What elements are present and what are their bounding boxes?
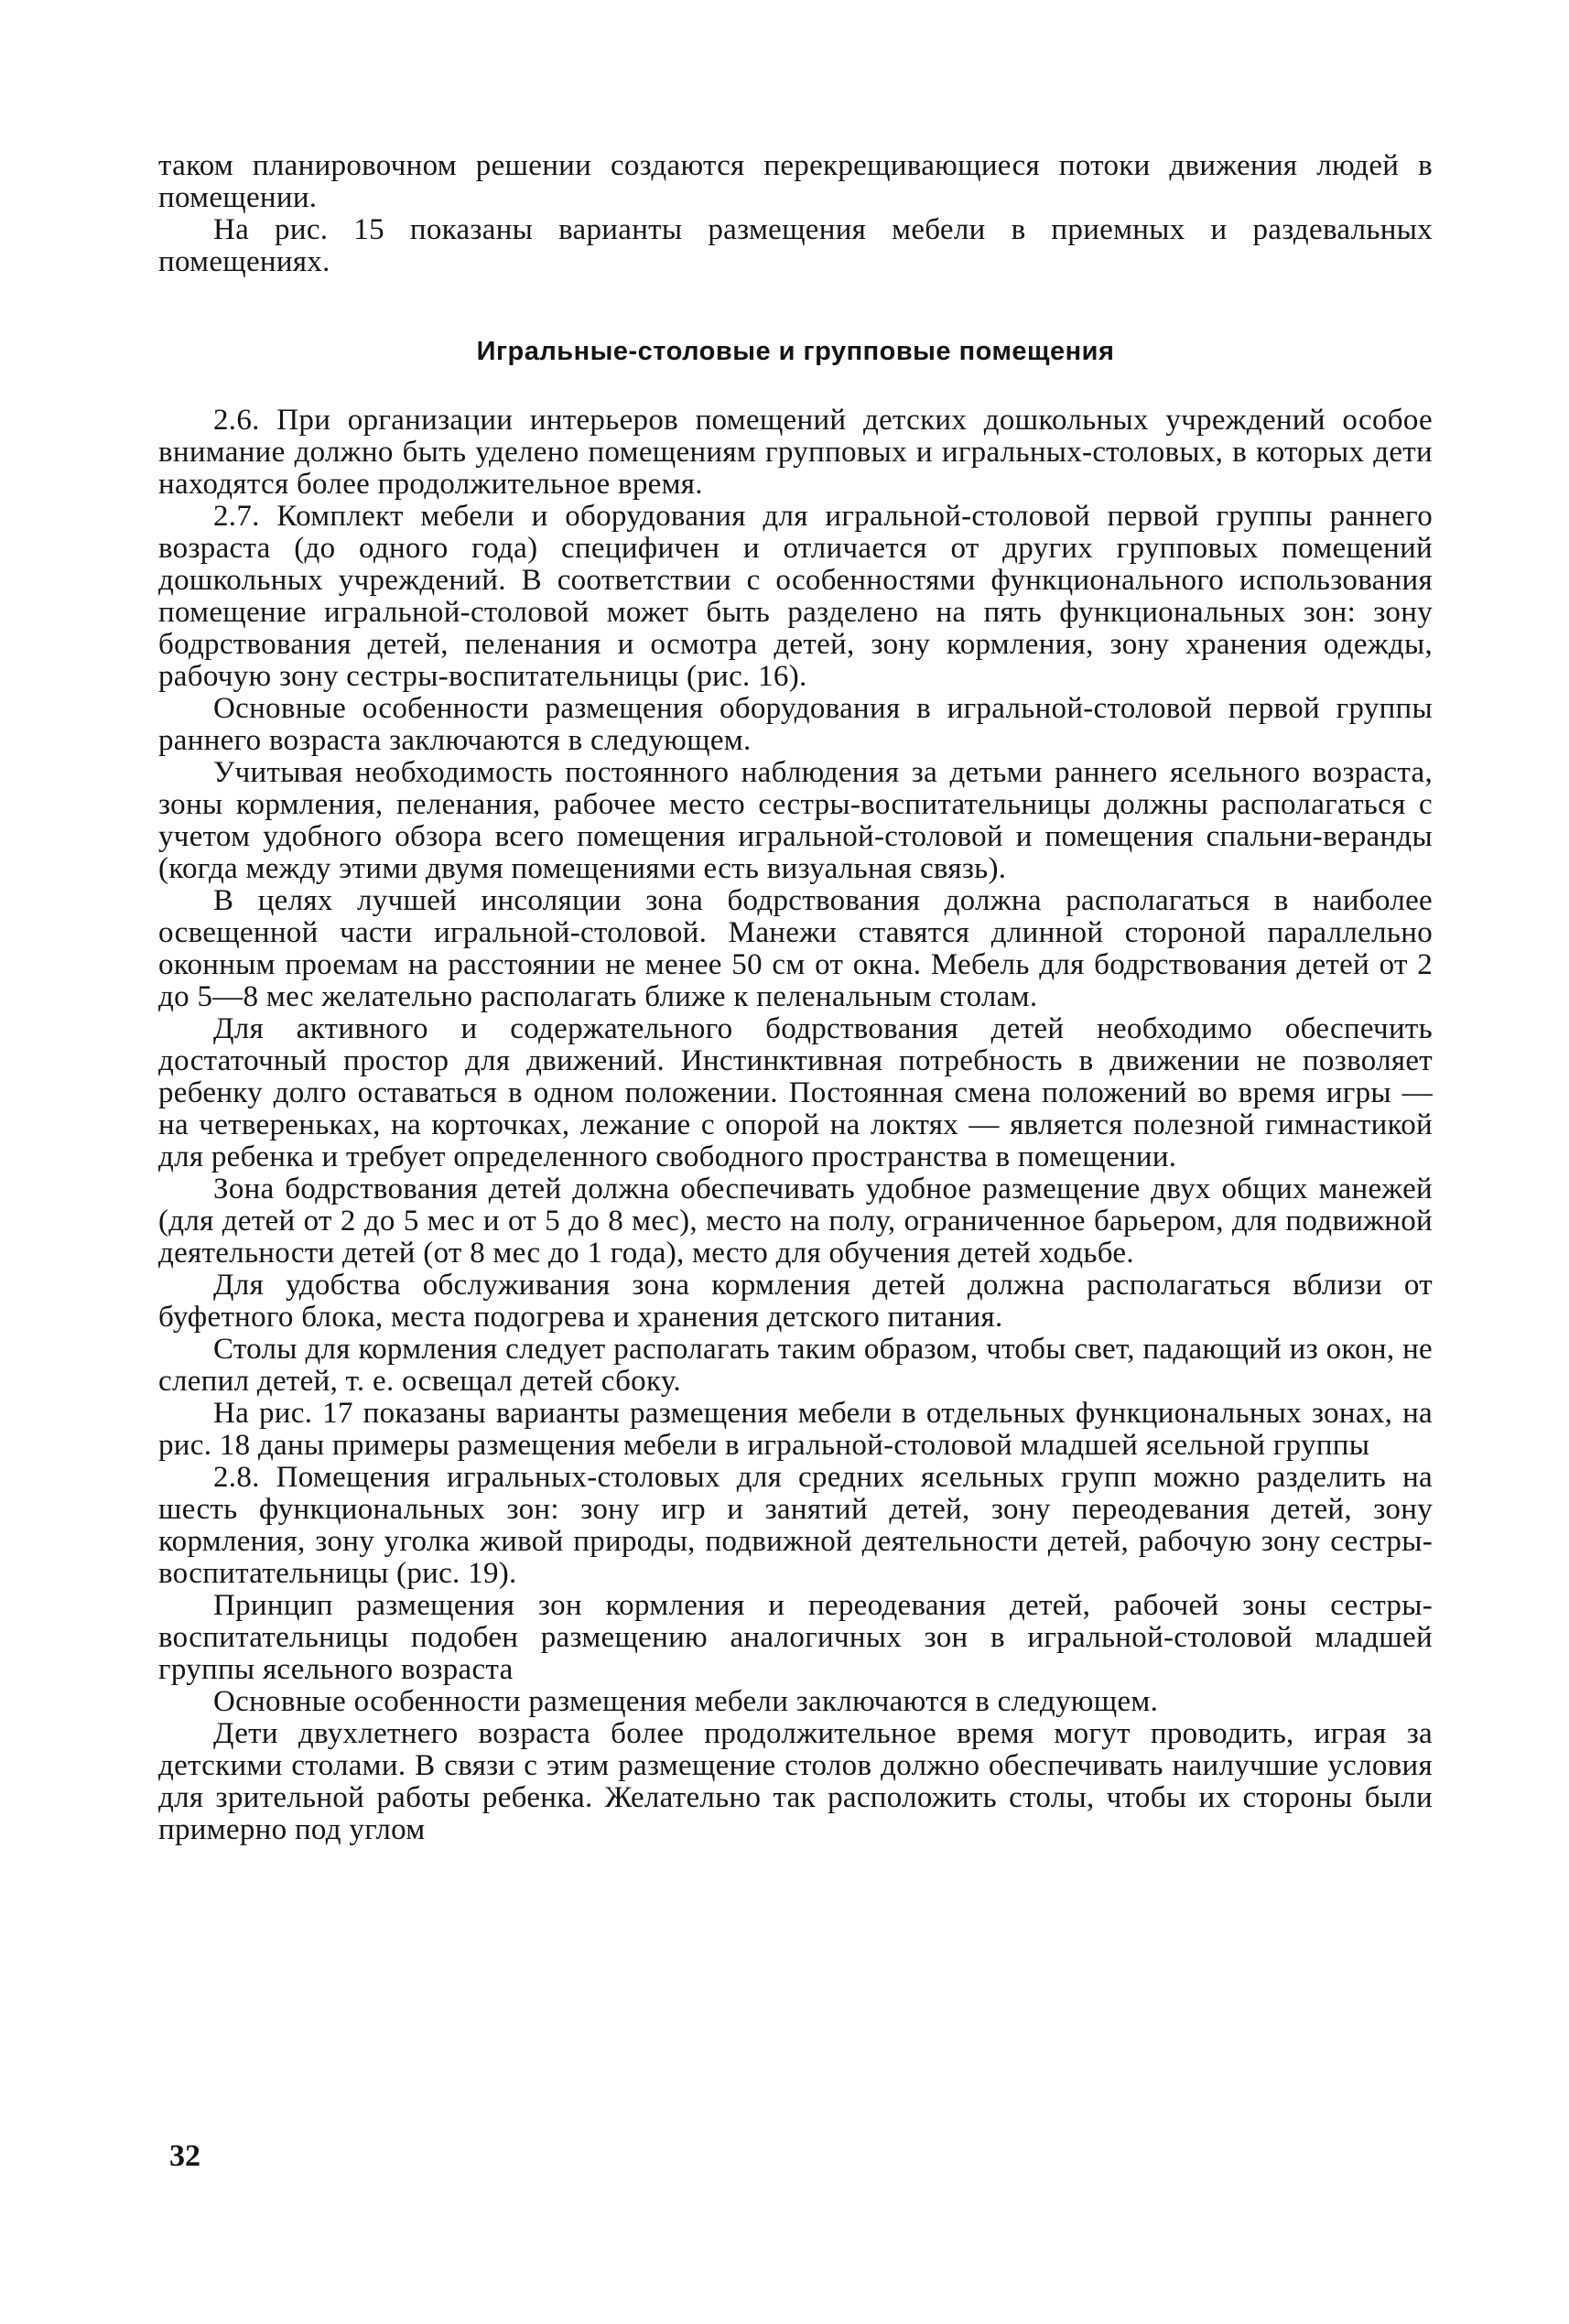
section-heading: Игральные-столовые и групповые помещения bbox=[476, 337, 1115, 366]
paragraph-insolation: В целях лучшей инсоляции зона бодрствования должна располагаться в наиболее освещенной части игральной-столовой. Манежи ставятся длинной стороной параллельно оконным проемам на расстоянии не менее 50 см от окна. Мебель для бодрствования детей от 2 до 5—8 мес желательно располагать ближе к пеленальным столам. bbox=[158, 884, 1433, 1013]
paragraph-furniture-features: Основные особенности размещения мебели заключаются в следующем. bbox=[213, 1685, 1159, 1718]
paragraph-two-year-olds: Дети двухлетнего возраста более продолжительное время могут проводить, играя за детскими столами. В связи с этим размещение столов должно обеспечивать наилучшие условия для зрительной работы ребенка. Желательно так расположить столы, чтобы их стороны были примерно под углом bbox=[158, 1717, 1433, 1846]
paragraph-principle: Принцип размещения зон кормления и переодевания детей, рабочей зоны сестры-воспитательницы подобен размещению аналогичных зон в игральной-столовой младшей группы ясельного возраста bbox=[158, 1589, 1433, 1686]
page-body bbox=[158, 150, 1433, 1846]
intro-paragraph-2: На рис. 15 показаны варианты размещения мебели в приемных и раздевальных помещениях. bbox=[158, 213, 1433, 278]
paragraph-2-6: 2.6. При организации интерьеров помещений детских дошкольных учреждений особое внимание должно быть уделено помещениям групповых и игральных-столовых, в которых дети находятся более продолжительное время. bbox=[158, 404, 1433, 501]
paragraph-2-7: 2.7. Комплект мебели и оборудования для игральной-столовой первой группы раннего возраста (до одного года) специфичен и отличается от других групповых помещений дошкольных учреждений. В соответствии с особенностями функционального использования помещение игральной-столовой может быть разделено на пять функциональных зон: зону бодрствования детей, пеленания и осмотра детей, зону кормления, зону хранения одежды, рабочую зону сестры-воспитательницы (рис. 16). bbox=[158, 500, 1433, 693]
paragraph-2-8: 2.8. Помещения игральных-столовых для средних ясельных групп можно разделить на шесть функциональных зон: зону игр и занятий детей, зону переодевания детей, зону кормления, зону уголка живой природы, подвижной деятельности детей, рабочую зону сестры-воспитательницы (рис. 19). bbox=[158, 1461, 1433, 1590]
intro-paragraph-1: таком планировочном решении создаются перекрещивающиеся потоки движения людей в помещении. bbox=[158, 149, 1433, 214]
paragraph-feeding-tables: Столы для кормления следует располагать таким образом, чтобы свет, падающий из окон, не слепил детей, т. е. освещал детей сбоку. bbox=[158, 1333, 1433, 1398]
paragraph-observation: Учитывая необходимость постоянного наблюдения за детьми раннего ясельного возраста, зоны кормления, пеленания, рабочее место сестры-воспитательницы должны располагаться с учетом удобного обзора всего помещения игральной-столовой и помещения спальни-веранды (когда между этими двумя помещениями есть визуальная связь). bbox=[158, 756, 1433, 885]
paragraph-active-wakefulness: Для активного и содержательного бодрствования детей необходимо обеспечить достаточный простор для движений. Инстинктивная потребность в движении не позволяет ребенку долго оставаться в одном положении. Постоянная смена положений во время игры — на четвереньках, на корточках, лежание с опорой на локтях — является полезной гимнастикой для ребенка и требует определенного свободного пространства в помещении. bbox=[158, 1012, 1433, 1173]
paragraph-wakefulness-zone: Зона бодрствования детей должна обеспечивать удобное размещение двух общих манежей (для детей от 2 до 5 мес и от 5 до 8 мес), место на полу, ограниченное барьером, для подвижной деятельности детей (от 8 мес до 1 года), место для обучения детей ходьбе. bbox=[158, 1173, 1433, 1270]
paragraph-feeding-zone: Для удобства обслуживания зона кормления детей должна располагаться вблизи от буфетного блока, места подогрева и хранения детского питания. bbox=[158, 1269, 1433, 1334]
paragraph-figures-17-18: На рис. 17 показаны варианты размещения мебели в отдельных функциональных зонах, на рис. 18 даны примеры размещения мебели в игральной-столовой младшей ясельной группы bbox=[158, 1397, 1433, 1462]
page-number: 32 bbox=[169, 2139, 200, 2173]
paragraph-features: Основные особенности размещения оборудования в игральной-столовой первой группы раннего возраста заключаются в следующем. bbox=[158, 692, 1433, 757]
